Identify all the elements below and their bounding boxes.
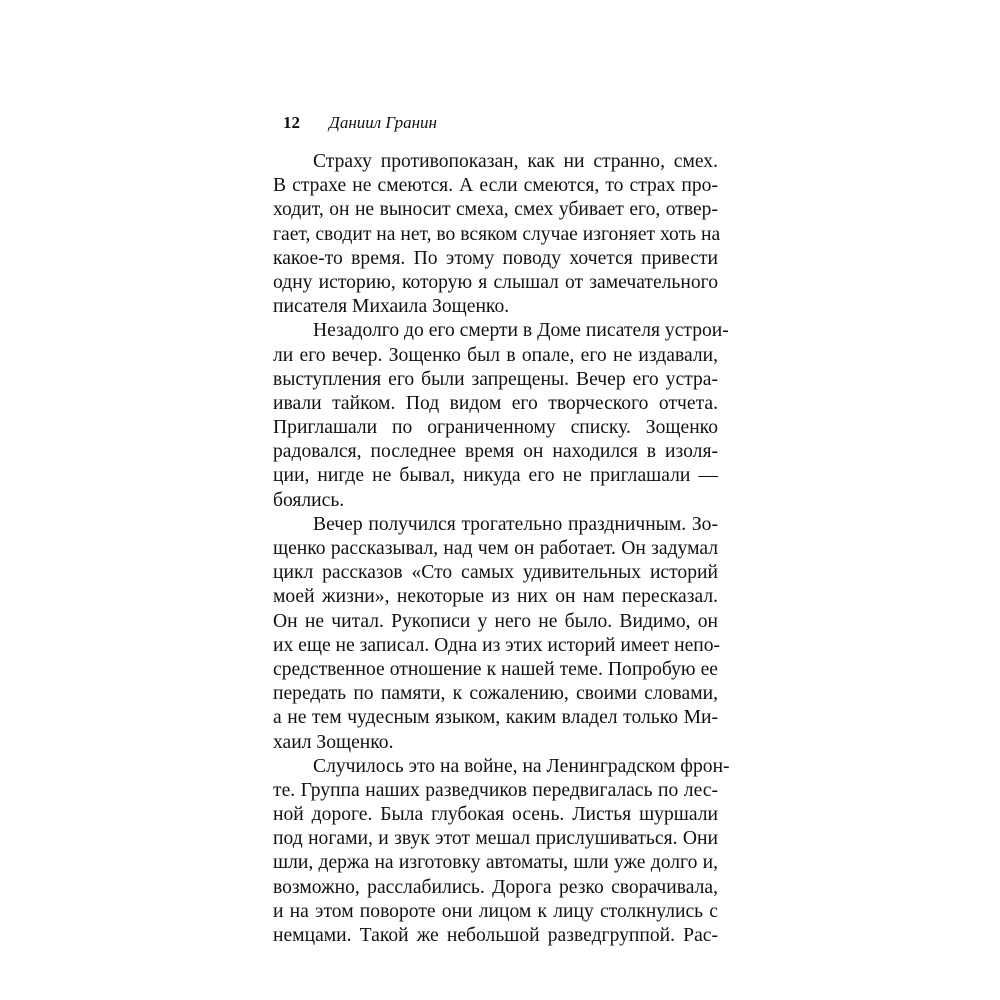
paragraph-3 <box>273 513 721 755</box>
text-line: ции, нигде не бывал, никуда его не приглашали — <box>273 465 718 487</box>
text-line: ли его вечер. Зощенко был в опале, его не издавали, <box>273 344 718 366</box>
text-line: цикл рассказов «Сто самых удивительных историй <box>273 562 718 584</box>
page-number: 12 <box>283 113 300 132</box>
author-name: Даниил Гранин <box>329 113 437 132</box>
text-line: В страхе не смеются. А если смеются, то страх про- <box>273 175 718 197</box>
text-line: писателя Михаила Зощенко. <box>273 296 510 318</box>
text-line: а не тем чудесным языком, каким владел только Ми- <box>273 707 718 729</box>
text-line: радовался, последнее время он находился в изоля- <box>273 441 718 463</box>
text-line: Случилось это на войне, на Ленинградском фрон- <box>313 755 730 777</box>
text-line: щенко рассказывал, над чем он работает. Он задумал <box>273 538 718 559</box>
text-line: Незадолго до его смерти в Доме писателя устрои- <box>313 320 729 342</box>
text-line: средственное отношение к нашей теме. Попробую ее <box>273 658 718 680</box>
text-line: выступления его были запрещены. Вечер его устра- <box>273 368 718 390</box>
text-line: те. Группа наших разведчиков передвигалась по лес- <box>273 779 718 801</box>
text-line: шли, держа на изготовку автоматы, шли уже долго и, <box>273 852 718 874</box>
text-line: передать по памяти, к сожалению, своими словами, <box>273 683 718 705</box>
text-line: одну историю, которую я слышал от замечательного <box>273 271 718 293</box>
body-text <box>273 150 730 948</box>
paragraph-2 <box>273 319 729 513</box>
text-line: какое-то время. По этому поводу хочется привести <box>273 247 718 269</box>
paragraph-4 <box>273 755 730 949</box>
text-line: моей жизни», некоторые из них он нам пересказал. <box>273 586 718 608</box>
text-line: и на этом повороте они лицом к лицу столкнулись с <box>273 900 718 922</box>
text-line: Страху противопоказан, как ни странно, смех. <box>313 151 718 172</box>
text-line: их еще не записал. Одна из этих историй имеет непо- <box>273 634 721 656</box>
text-line: ной дороге. Была глубокая осень. Листья шуршали <box>273 804 718 826</box>
text-line: возможно, расслабились. Дорога резко сворачивала, <box>273 876 718 898</box>
text-line: гает, сводит на нет, во всяком случае изгоняет хоть на <box>273 223 721 245</box>
text-line: немцами. Такой же небольшой разведгруппой. Рас- <box>273 925 718 946</box>
paragraph-1 <box>273 150 721 319</box>
text-line: хаил Зощенко. <box>273 731 394 753</box>
text-line: боялись. <box>273 489 345 511</box>
text-line: под ногами, и звук этот мешал прислушиваться. Они <box>273 828 718 850</box>
text-line: ивали тайком. Под видом его творческого отчета. <box>273 392 718 414</box>
text-line: Он не читал. Рукописи у него не было. Видимо, он <box>273 610 718 632</box>
text-line: Вечер получился трогательно праздничным. Зо- <box>313 513 718 535</box>
text-line: Приглашали по ограниченному списку. Зощенко <box>273 417 718 439</box>
running-head <box>283 112 437 134</box>
text-line: ходит, он не выносит смеха, смех убивает его, отвер- <box>273 199 718 221</box>
